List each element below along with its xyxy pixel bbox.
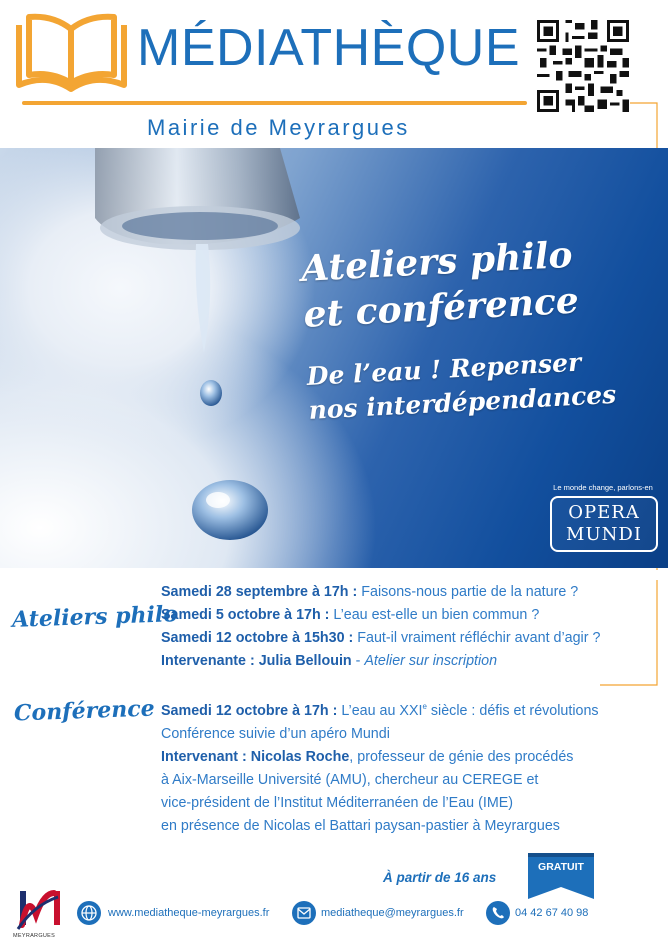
conference-line-4: à Aix-Marseille Université (AMU), chercheur au CEREGE et	[161, 771, 539, 788]
conference-date: Samedi 12 octobre à 17h :	[161, 702, 338, 719]
conference-program	[161, 695, 599, 838]
partner-name-line-1: OPERA	[568, 502, 640, 523]
speaker-separator: -	[351, 653, 365, 669]
conference-line-5: vice-président de l’Institut Méditerranéen de l’Eau (IME)	[161, 794, 514, 811]
hero-title-line-2: et conférence	[302, 279, 580, 336]
session-2-topic: L’eau est-elle un bien commun ?	[329, 607, 540, 623]
session-2-date: Samedi 5 octobre à 17h :	[161, 607, 330, 623]
title-underline	[22, 101, 527, 105]
session-1	[161, 581, 600, 604]
hero-title-line-1: Ateliers philo	[300, 233, 574, 290]
meyrargues-logo	[14, 885, 60, 937]
phone-number[interactable]: 04 42 67 40 98	[515, 907, 589, 919]
hero-title	[300, 227, 664, 338]
partner-tagline: Le monde change, parlons-en	[553, 483, 653, 492]
header	[0, 0, 668, 148]
session-1-topic: Faisons-nous partie de la nature ?	[357, 584, 579, 600]
library-subtitle: Mairie de Meyrargues	[147, 115, 410, 140]
website-link[interactable]: www.mediatheque-meyrargues.fr	[108, 907, 270, 919]
conference-speaker	[161, 746, 599, 769]
conference-topic-start: L’eau au XXI	[337, 702, 423, 719]
conference-topic-end: siècle : défis et révolutions	[426, 702, 599, 719]
conference-speaker-role: , professeur de génie des procédés	[349, 748, 574, 765]
conference-speaker-name: Intervenant : Nicolas Roche	[161, 748, 350, 765]
ateliers-speaker	[161, 650, 600, 673]
phone-icon	[485, 900, 511, 926]
email-link[interactable]: mediatheque@meyrargues.fr	[321, 907, 464, 919]
registration-note: Atelier sur inscription	[364, 653, 498, 669]
conference-topic-sup: e	[422, 702, 427, 711]
ateliers-program	[161, 581, 600, 673]
ateliers-speaker-name: Intervenante : Julia Bellouin	[161, 653, 352, 669]
session-1-date: Samedi 28 septembre à 17h :	[161, 584, 358, 600]
hero-subtitle-line-1: De l’eau ! Repenser	[306, 347, 582, 391]
open-book-icon	[13, 11, 130, 95]
conference-label: Conférence	[13, 695, 156, 727]
qr-code-icon[interactable]	[537, 20, 629, 112]
age-note: À partir de 16 ans	[383, 870, 497, 885]
conference-session	[161, 695, 599, 723]
session-3-date: Samedi 12 octobre à 15h30 :	[161, 630, 354, 646]
hero-image	[0, 148, 668, 568]
library-title: MÉDIATHÈQUE	[137, 19, 521, 77]
globe-icon	[76, 900, 102, 926]
conference-line-2: Conférence suivie d’un apéro Mundi	[161, 725, 390, 742]
partner-name-line-2: MUNDI	[566, 524, 642, 545]
ateliers-label: Ateliers philo	[11, 601, 179, 633]
conference-line-6: en présence de Nicolas el Battari paysan-pastier à Meyrargues	[161, 817, 560, 834]
opera-mundi-logo	[550, 496, 658, 552]
price-ribbon	[528, 853, 594, 899]
session-3	[161, 627, 600, 650]
price-badge: GRATUIT	[538, 861, 584, 873]
email-icon	[291, 900, 317, 926]
session-2	[161, 604, 600, 627]
hero-subtitle-line-2: nos interdépendances	[307, 379, 617, 425]
session-3-topic: Faut-il vraiment réfléchir avant d’agir ?	[353, 630, 601, 646]
logo-caption: MEYRARGUES	[13, 933, 56, 939]
